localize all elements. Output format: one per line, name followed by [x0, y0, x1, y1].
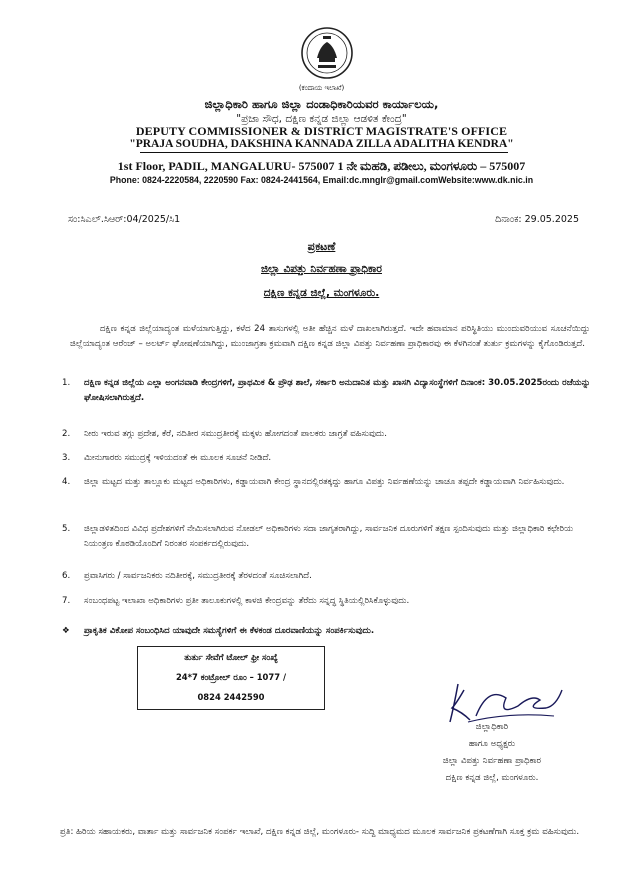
list-item-text: ಜಿಲ್ಲಾ ಮಟ್ಟದ ಮತ್ತು ತಾಲ್ಲೂಕು ಮಟ್ಟದ ಅಧಿಕಾರಿಗಳು, ಕಡ್ಡಾಯವಾಗಿ ಕೇಂದ್ರ ಸ್ಥಾನದಲ್ಲಿರತಕ್ಕದ್ದು ಹಾಗೂ ವಿಪತ್ತು ನಿರ್ವಹಣೆಯನ್ನು ಚಾಚೂ ತಪ್ಪದೇ ಕಡ್ಡಾಯವಾಗಿ ನಿರ್ವಹಿಸುವುದು. [84, 477, 565, 487]
header-divider [140, 152, 508, 153]
list-item [62, 376, 602, 406]
list-item-text: ದಕ್ಷಿಣ ಕನ್ನಡ ಜಿಲ್ಲೆಯ ಎಲ್ಲಾ ಅಂಗನವಾಡಿ ಕೇಂದ್ರಗಳಿಗೆ, ಪ್ರಾಥಮಿಕ & ಪ್ರೌಢ ಶಾಲೆ, ಸರ್ಕಾರಿ ಅನುದಾನಿತ ಮತ್ತು ಖಾಸಗಿ ವಿದ್ಯಾಸಂಸ್ಥೆಗಳಿಗೆ ದಿನಾಂಕ: 30.05.2025ರಂದು ರಜೆಯನ್ನು ಘೋಷಿಸಲಾಗಿರುತ್ತದೆ. [84, 378, 591, 403]
signatory-place: ದಕ್ಷಿಣ ಕನ್ನಡ ಜಿಲ್ಲೆ, ಮಂಗಳೂರು. [445, 773, 539, 783]
list-item [62, 569, 602, 584]
list-item-number: 7. [62, 596, 71, 606]
diamond-bullet-icon: ❖ [62, 626, 70, 636]
list-item [62, 427, 602, 442]
list-item [62, 522, 602, 552]
department-name: (ಕಂದಾಯ ಇಲಾಖೆ) [298, 84, 345, 92]
signatory-role: ಹಾಗೂ ಅಧ್ಯಕ್ಷರು [468, 739, 516, 749]
contact-note [62, 626, 374, 636]
list-item-number: 6. [62, 571, 71, 581]
building-name-english: "PRAJA SOUDHA, DAKSHINA KANNADA ZILLA ADALITHA KENDRA" [129, 138, 514, 150]
document-date: ದಿನಾಂಕ: 29.05.2025 [495, 214, 579, 225]
list-item-number: 3. [62, 453, 71, 463]
list-item-number: 4. [62, 477, 71, 487]
reference-number: ಸಂ:ಸಿಎಲ್.ಸಿಆರ್:04/2025/ಸಿ1 [68, 214, 181, 225]
list-item-number: 5. [62, 524, 71, 534]
contact-note-text: ಪ್ರಾಕೃತಿಕ ವಿಕೋಪ ಸಂಬಂಧಿಸಿದ ಯಾವುದೇ ಸಮಸ್ಯೆಗಳಿಗೆ ಈ ಕೆಳಕಂಡ ದೂರವಾಣಿಯನ್ನು ಸಂಪರ್ಕಿಸುವುದು. [84, 626, 375, 636]
signature-block [392, 719, 592, 787]
list-item-text: ಪ್ರವಾಸಿಗರು / ಸಾರ್ವಜನಿಕರು ನದಿತೀರಕ್ಕೆ, ಸಮುದ್ರತೀರಕ್ಕೆ ತೆರಳದಂತೆ ಸೂಚಿಸಲಾಗಿದೆ. [84, 571, 312, 581]
helpline-title: ತುರ್ತು ಸೇವೆಗೆ ಟೋಲ್ ಫ್ರೀ ಸಂಖ್ಯೆ [184, 652, 278, 662]
list-item-text: ಜಿಲ್ಲಾಡಳಿತದಿಂದ ವಿವಿಧ ಪ್ರದೇಶಗಳಿಗೆ ನೇಮಿಸಲಾಗಿರುವ ನೋಡಲ್ ಅಧಿಕಾರಿಗಳು ಸದಾ ಜಾಗೃತರಾಗಿದ್ದು, ಸಾರ್ವಜನಿಕ ದೂರುಗಳಿಗೆ ತಕ್ಷಣ ಸ್ಪಂದಿಸುವುದು ಮತ್ತು ಜಿಲ್ಲಾಧಿಕಾರಿ ಕಛೇರಿಯ ನಿಯಂತ್ರಣ ಕೊಠಡಿಯೊಂದಿಗೆ ನಿರಂತರ ಸಂಪರ್ಕದಲ್ಲಿರುವುದು. [84, 524, 574, 549]
notice-title: ಪ್ರಕಟಣೆ [307, 240, 336, 253]
list-item [62, 594, 602, 609]
list-item [62, 475, 602, 490]
signatory-designation: ಜಿಲ್ಲಾಧಿಕಾರಿ [475, 722, 509, 732]
office-contact: Phone: 0824-2220584, 2220590 Fax: 0824-2441564, Email:dc.mnglr@gmail.comWebsite:www.dk.nic.in [109, 175, 534, 185]
list-item-text: ಸಂಬಂಧಪಟ್ಟ ಇಲಾಖಾ ಅಧಿಕಾರಿಗಳು ಪ್ರತೀ ತಾಲೂಕುಗಳಲ್ಲಿ ಕಾಳಜಿ ಕೇಂದ್ರವನ್ನು ತೆರೆದು ಸನ್ನದ್ಧ ಸ್ಥಿತಿಯಲ್ಲಿರಿಸಿಕೊಳ್ಳುವುದು. [84, 596, 410, 606]
office-address: 1st Floor, PADIL, MANGALURU- 575007 1 ನೇ ಮಹಡಿ, ಪಡೀಲು, ಮಂಗಳೂರು – 575007 [117, 159, 526, 173]
intro-paragraph: ದಕ್ಷಿಣ ಕನ್ನಡ ಜಿಲ್ಲೆಯಾದ್ಯಂತ ಮಳೆಯಾಗುತ್ತಿದ್ದು, ಕಳೆದ 24 ತಾಸುಗಳಲ್ಲಿ ಅತೀ ಹೆಚ್ಚಿನ ಮಳೆ ದಾಖಲಾಗಿರುತ್ತದೆ. ಇದೇ ಹವಾಮಾನ ಪರಿಸ್ಥಿತಿಯು ಮುಂದುವರಿಯುವ ಸೂಚನೆಯಿದ್ದು ಜಿಲ್ಲೆಯಾದ್ಯಂತ ಆರೆಂಜ್ – ಅಲರ್ಟ್ ಘೋಷಣೆಯಾಗಿದ್ದು, ಮುಂಜಾಗ್ರತಾ ಕ್ರಮವಾಗಿ ದಕ್ಷಿಣ ಕನ್ನಡ ಜಿಲ್ಲಾ ವಿಪತ್ತು ನಿರ್ವಹಣಾ ಪ್ರಾಧಿಕಾರವು ಈ ಕೆಳಗಿನಂತೆ ತುರ್ತು ಕ್ರಮಗಳನ್ನು ಕೈಗೊಂಡಿರುತ್ತದೆ. [70, 324, 590, 349]
building-name-kannada: "ಪ್ರಜಾ ಸೌಧ, ದಕ್ಷಿಣ ಕನ್ನಡ ಜಿಲ್ಲಾ ಆಡಳಿತ ಕೇಂದ್ರ" [236, 113, 407, 125]
list-item-text: ನೀರು ಇರುವ ತಗ್ಗು ಪ್ರದೇಶ, ಕೆರೆ, ನದಿತೀರ ಸಮುದ್ರತೀರಕ್ಕೆ ಮಕ್ಕಳು ಹೋಗದಂತೆ ಪಾಲಕರು ಜಾಗ್ರತೆ ವಹಿಸುವುದು. [84, 429, 387, 439]
list-item [62, 451, 602, 466]
authority-location: ದಕ್ಷಿಣ ಕನ್ನಡ ಜಿಲ್ಲೆ, ಮಂಗಳೂರು. [263, 287, 380, 299]
helpline-number: 0824 2442590 [197, 692, 265, 702]
list-item-number: 1. [62, 378, 71, 388]
karnataka-emblem [300, 26, 354, 80]
authority-name: ಜಿಲ್ಲಾ ವಿಪತ್ತು ನಿರ್ವಹಣಾ ಪ್ರಾಧಿಕಾರ [261, 263, 382, 275]
copy-to-note: ಪ್ರತಿ: ಹಿರಿಯ ಸಹಾಯಕರು, ವಾರ್ತಾ ಮತ್ತು ಸಾರ್ವಜನಿಕ ಸಂಪರ್ಕ ಇಲಾಖೆ, ದಕ್ಷಿಣ ಕನ್ನಡ ಜಿಲ್ಲೆ, ಮಂಗಳೂರು- ಸುದ್ದಿ ಮಾಧ್ಯಮದ ಮೂಲಕ ಸಾರ್ವಜನಿಕ ಪ್ರಕಟಣೆಗಾಗಿ ಸೂಕ್ತ ಕ್ರಮ ವಹಿಸುವುದು. [60, 827, 580, 837]
signatory-authority: ಜಿಲ್ಲಾ ವಿಪತ್ತು ನಿರ್ವಹಣಾ ಪ್ರಾಧಿಕಾರ [442, 756, 542, 766]
office-name-english: DEPUTY COMMISSIONER & DISTRICT MAGISTRATE'S OFFICE [135, 124, 508, 138]
helpline-box [137, 646, 325, 710]
list-item-text: ಮೀನುಗಾರರು ಸಮುದ್ರಕ್ಕೆ ಇಳಿಯದಂತೆ ಈ ಮೂಲಕ ಸೂಚನೆ ನೀಡಿದೆ. [84, 453, 272, 463]
office-name-kannada: ಜಿಲ್ಲಾಧಿಕಾರಿ ಹಾಗೂ ಜಿಲ್ಲಾ ದಂಡಾಧಿಕಾರಿಯವರ ಕಾರ್ಯಾಲಯ, [204, 97, 439, 111]
helpline-control-room: 24*7 ಕಂಟ್ರೋಲ್ ರೂಂ – 1077 / [175, 672, 287, 682]
list-item-number: 2. [62, 429, 71, 439]
